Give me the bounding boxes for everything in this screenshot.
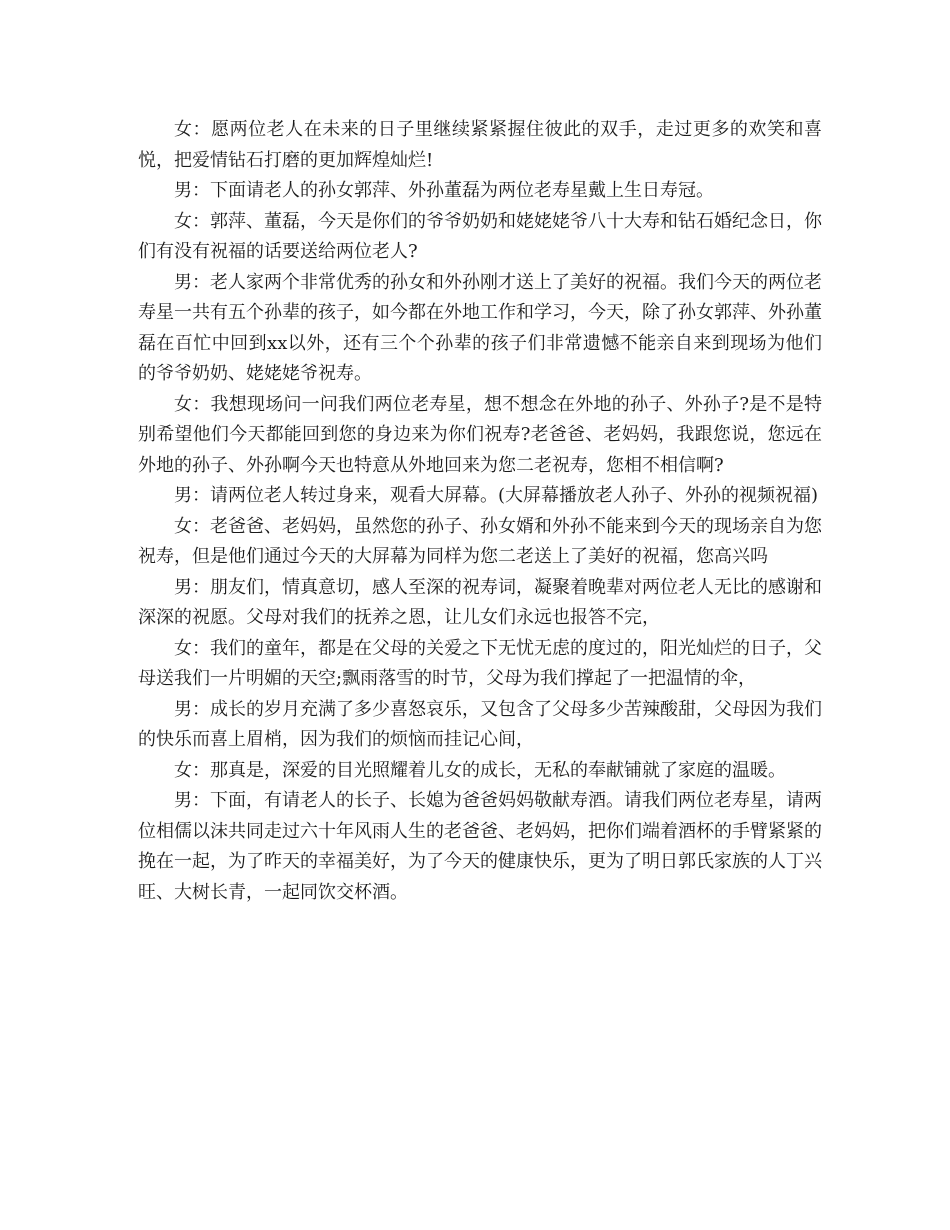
speaker-label: 女：	[174, 759, 210, 781]
speaker-label: 男：	[174, 485, 210, 506]
dialogue-paragraph	[138, 390, 822, 482]
dialogue-paragraph	[138, 207, 822, 268]
paragraph-text: 老爸爸、老妈妈，虽然您的孙子、孙女婿和外孙不能来到今天的现场亲自为您祝寿，但是他们通过今天的大屏幕为同样为您二老送上了美好的祝福，您高兴吗	[138, 515, 822, 567]
dialogue-paragraph	[138, 695, 822, 756]
paragraph-text: 那真是，深爱的目光照耀着儿女的成长，无私的奉献铺就了家庭的温暖。	[210, 759, 786, 781]
speaker-label: 女：	[174, 637, 210, 659]
paragraph-text: 请两位老人转过身来，观看大屏幕。(大屏幕播放老人孙子、外孙的视频祝福)	[210, 485, 819, 506]
dialogue-paragraph	[138, 573, 822, 634]
speaker-label: 女：	[174, 393, 211, 415]
dialogue-paragraph	[138, 512, 822, 573]
dialogue-paragraph	[138, 115, 822, 176]
dialogue-paragraph	[138, 756, 822, 787]
paragraph-text: 朋友们，情真意切，感人至深的祝寿词，凝聚着晚辈对两位老人无比的感谢和深深的祝愿。父母对我们的抚养之恩，让儿女们永远也报答不完，	[138, 576, 822, 628]
speaker-label: 男：	[174, 180, 210, 201]
paragraph-text: 成长的岁月充满了多少喜怒哀乐，又包含了父母多少苦辣酸甜，父母因为我们的快乐而喜上眉梢，因为我们的烦恼而挂记心间，	[138, 698, 822, 750]
document-body	[138, 115, 822, 908]
speaker-label: 女：	[174, 119, 212, 140]
paragraph-text: 愿两位老人在未来的日子里继续紧紧握住彼此的双手，走过更多的欢笑和喜悦，把爱情钻石打磨的更加辉煌灿烂!	[138, 119, 823, 171]
dialogue-paragraph	[138, 481, 822, 512]
speaker-label: 男：	[174, 790, 210, 811]
dialogue-paragraph	[138, 176, 822, 207]
paragraph-text: 下面，有请老人的长子、长媳为爸爸妈妈敬献寿酒。请我们两位老寿星，请两位相儒以沫共同走过六十年风雨人生的老爸爸、老妈妈，把你们端着酒杯的手臂紧紧的挽在一起，为了昨天的幸福美好，为了今天的健康快乐，更为了明日郭氏家族的人丁兴旺、大树长青，一起同饮交杯酒。	[138, 790, 822, 903]
speaker-label: 女：	[174, 210, 210, 232]
dialogue-paragraph	[138, 786, 822, 908]
speaker-label: 男：	[174, 576, 210, 598]
dialogue-paragraph	[138, 268, 822, 390]
paragraph-text: 郭萍、董磊，今天是你们的爷爷奶奶和姥姥姥爷八十大寿和钻石婚纪念日，你们有没有祝福的话要送给两位老人?	[138, 210, 822, 262]
paragraph-text: 下面请老人的孙女郭萍、外孙董磊为两位老寿星戴上生日寿冠。	[210, 180, 714, 201]
paragraph-text: 我想现场问一问我们两位老寿星，想不想念在外地的孙子、外孙子?是不是特别希望他们今天都能回到您的身边来为你们祝寿?老爸爸、老妈妈，我跟您说，您远在外地的孙子、外孙啊今天也特意从外地回来为您二老祝寿，您相不相信啊?	[138, 393, 822, 476]
speaker-label: 女：	[174, 515, 210, 537]
speaker-label: 男：	[174, 698, 210, 720]
paragraph-text: 老人家两个非常优秀的孙女和外孙刚才送上了美好的祝福。我们今天的两位老寿星一共有五个孙辈的孩子，如今都在外地工作和学习，今天，除了孙女郭萍、外孙董磊在百忙中回到xx以外，还有三个个孙辈的孩子们非常遗憾不能亲自来到现场为他们的爷爷奶奶、姥姥姥爷祝寿。	[138, 271, 822, 384]
paragraph-text: 我们的童年，都是在父母的关爱之下无忧无虑的度过的，阳光灿烂的日子，父母送我们一片明媚的天空;飘雨落雪的时节，父母为我们撑起了一把温情的伞，	[138, 637, 822, 689]
dialogue-paragraph	[138, 634, 822, 695]
speaker-label: 男：	[174, 271, 210, 293]
